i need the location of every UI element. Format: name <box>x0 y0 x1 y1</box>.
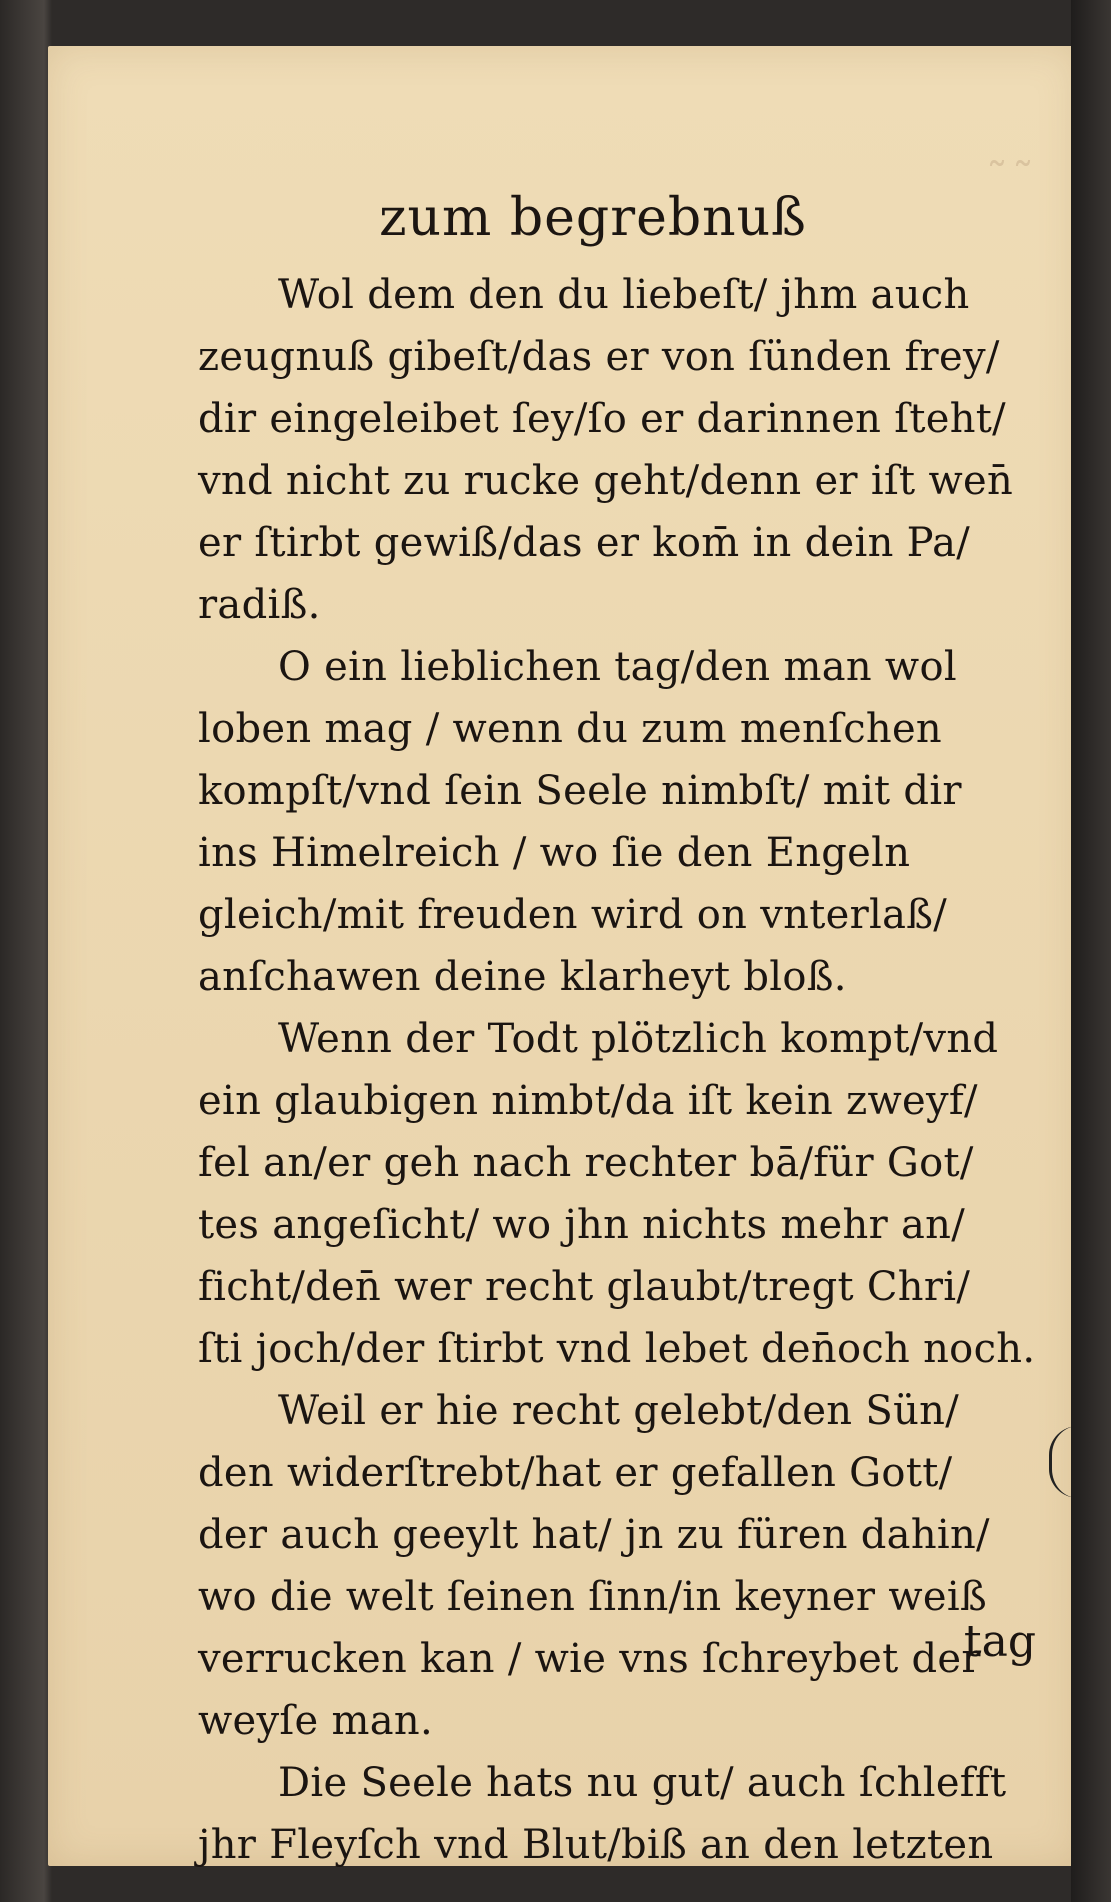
text-line: zeugnuß gibeſt/das er von ſünden frey/ <box>198 334 1000 380</box>
catchword: tag <box>963 1616 1036 1667</box>
text-line: Wenn der Todt plötzlich kompt/vnd <box>278 1016 999 1062</box>
text-line: wo die welt ſeinen ſinn/in keyner weiß <box>198 1574 987 1620</box>
text-line: ficht/den̄ wer recht glaubt/tregt Chri/ <box>198 1264 971 1310</box>
text-line: er ſtirbt gewiß/das er kom̄ in dein Pa/ <box>198 520 971 566</box>
text-line: fel an/er geh nach rechter bā/für Got/ <box>198 1140 974 1186</box>
text-line: loben mag / wenn du zum menſchen <box>198 706 942 752</box>
running-header: zum begrebnuß <box>379 188 807 248</box>
text-line: tes angeſicht/ wo jhn nichts mehr an/ <box>198 1202 965 1248</box>
text-line: radiß. <box>198 582 321 628</box>
text-line: jhr Fleyſch vnd Blut/biß an den letzten <box>198 1822 994 1868</box>
text-line: ein glaubigen nimbt/da iſt kein zweyf/ <box>198 1078 978 1124</box>
text-line: ins Himelreich / wo ſie den Engeln <box>198 830 911 876</box>
scanner-edge <box>1071 0 1111 1902</box>
text-line: gleich/mit freuden wird on vnterlaß/ <box>198 892 948 938</box>
text-line: ſti joch/der ſtirbt vnd lebet den̄och noch. <box>198 1326 1036 1372</box>
text-line: Die Seele hats nu gut/ auch ſchlefft <box>278 1760 1007 1806</box>
text-line: der auch geeylt hat/ jn zu füren dahin/ <box>198 1512 990 1558</box>
text-line: O ein lieblichen tag/den man wol <box>278 644 957 690</box>
text-line: den widerſtrebt/hat er gefallen Gott/ <box>198 1450 953 1496</box>
bleed-through-mark: ˜˜ <box>986 154 1038 205</box>
text-line: vnd nicht zu rucke geht/denn er iſt wen̄ <box>198 458 1014 504</box>
text-line: Wol dem den du liebeſt/ jhm auch <box>278 272 970 318</box>
text-line: weyſe man. <box>198 1698 433 1744</box>
book-page <box>48 46 1078 1866</box>
text-line: verrucken kan / wie vns ſchreybet der <box>198 1636 981 1682</box>
text-line: kompſt/vnd ſein Seele nimbſt/ mit dir <box>198 768 962 814</box>
text-line: Weil er hie recht gelebt/den Sün/ <box>278 1388 959 1434</box>
text-line: anſchawen deine klarheyt bloß. <box>198 954 847 1000</box>
text-line: dir eingeleibet ſey/ſo er darinnen ſteht/ <box>198 396 1006 442</box>
